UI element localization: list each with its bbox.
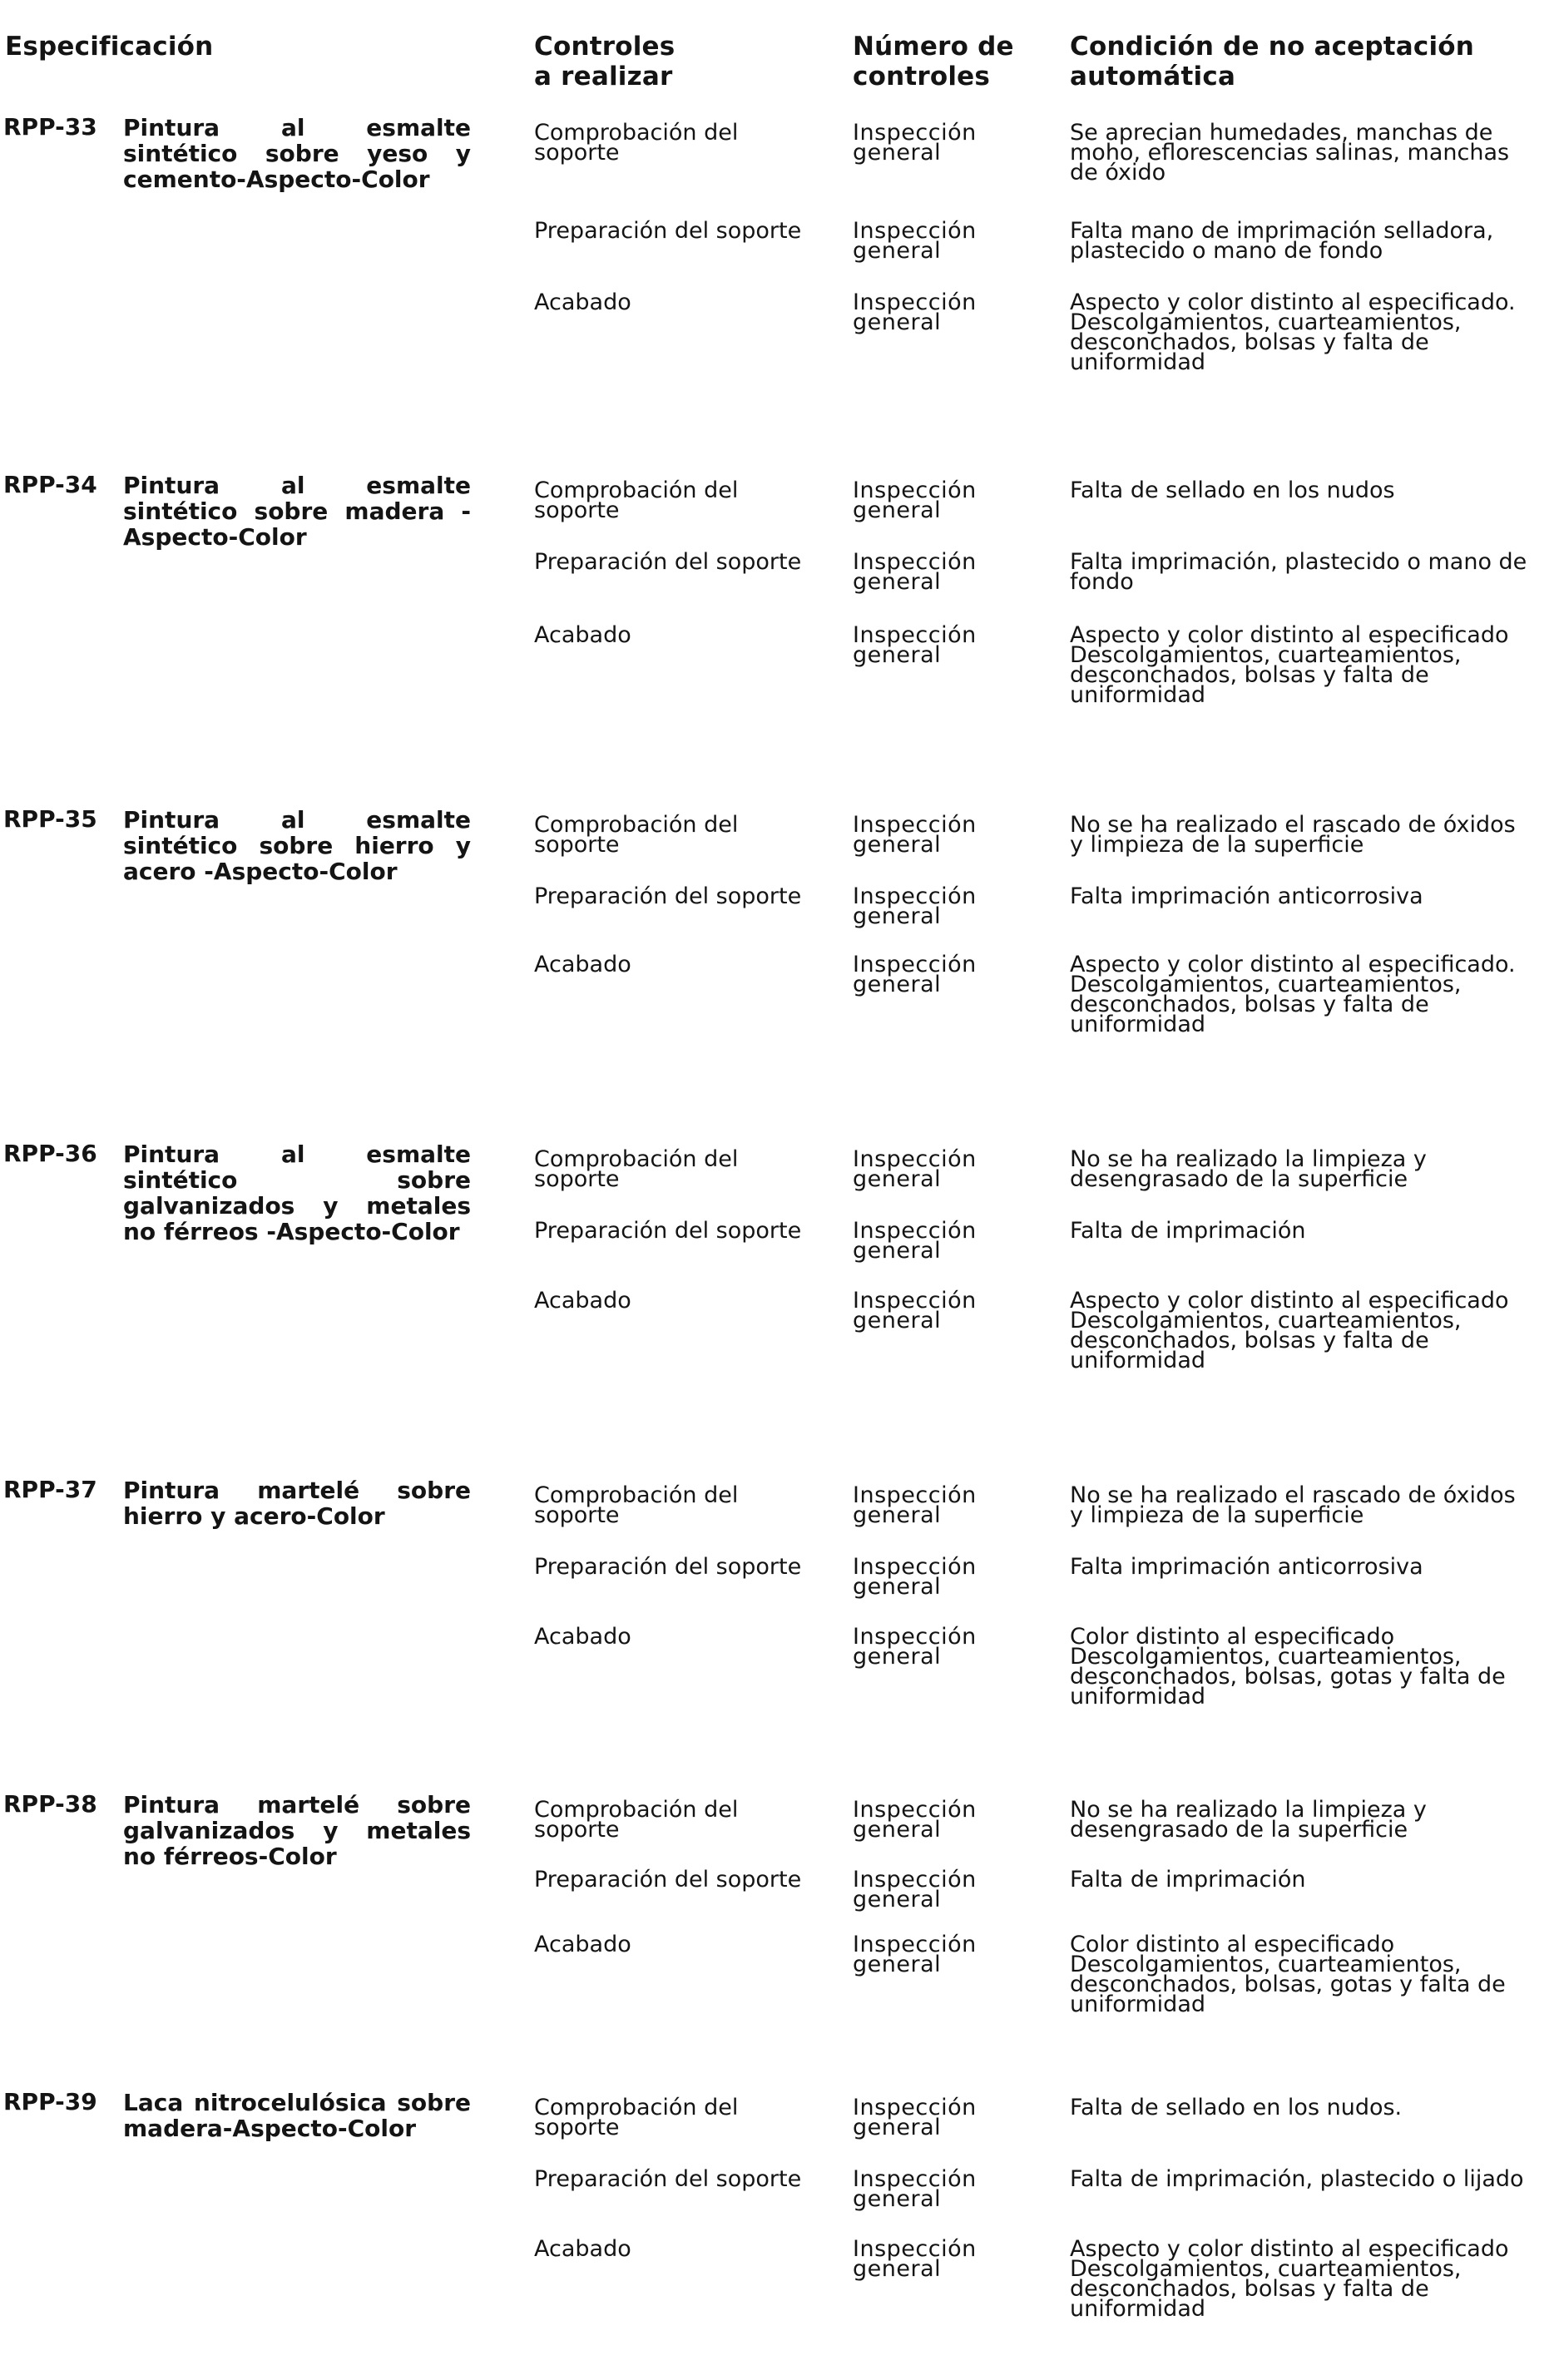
control-number: Inspección general — [853, 622, 977, 668]
control-number: Inspección general — [853, 477, 977, 523]
header-numero-line1: Número de — [853, 32, 1014, 62]
rejection-condition — [1070, 1554, 1536, 1580]
control-number: Inspección general — [853, 2095, 977, 2140]
control-name: Comprobación del soporte — [534, 1797, 739, 1843]
condition-line: Color distinto al especificado — [1070, 1932, 1395, 1957]
header-controles-line2: a realizar — [534, 62, 673, 92]
condition-line: Descolgamientos, cuarteamientos, desconchados, bolsas y falta de uniformidad — [1070, 2256, 1462, 2322]
condition-line: Falta de sellado en los nudos — [1070, 477, 1395, 503]
condition-line: No se ha realizado la limpieza y desengrasado de la superficie — [1070, 1146, 1427, 1192]
condition-line: Aspecto y color distinto al especificado. — [1070, 952, 1516, 977]
control-name: Acabado — [534, 1624, 631, 1650]
control-name: Preparación del soporte — [534, 2166, 802, 2192]
control-name: Preparación del soporte — [534, 549, 802, 575]
condition-line: Descolgamientos, cuarteamientos, desconchados, bolsas, gotas y falta de uniformidad — [1070, 1952, 1506, 2017]
rejection-condition — [1070, 1218, 1536, 1244]
control-number: Inspección general — [853, 952, 977, 997]
control-name: Comprobación del soporte — [534, 120, 739, 166]
header-condicion-line2: automática — [1070, 62, 1236, 92]
condition-line: Aspecto y color distinto al especificado — [1070, 1288, 1509, 1314]
control-number: Inspección general — [853, 120, 977, 166]
rejection-condition — [1070, 1867, 1536, 1893]
spec-title: Pintura martelé sobre hierro y acero-Color — [123, 1477, 471, 1530]
control-name: Acabado — [534, 1932, 631, 1957]
control-name: Comprobación del soporte — [534, 2095, 739, 2140]
spec-code: RPP-36 — [3, 1140, 97, 1167]
spec-title: Pintura martelé sobre galvanizados y metales no férreos-Color — [123, 1791, 471, 1870]
control-number: Inspección general — [853, 218, 977, 264]
control-name: Preparación del soporte — [534, 218, 802, 244]
condition-line: Aspecto y color distinto al especificado. — [1070, 289, 1516, 315]
spec-code: RPP-33 — [3, 113, 97, 141]
spec-code: RPP-38 — [3, 1790, 97, 1818]
control-name: Acabado — [534, 2236, 631, 2262]
control-number: Inspección general — [853, 812, 977, 858]
header-especificacion-text: Especificación — [5, 32, 214, 62]
rejection-condition — [1070, 812, 1536, 858]
control-name: Preparación del soporte — [534, 883, 802, 909]
spec-code: RPP-34 — [3, 471, 97, 498]
header-numero — [853, 32, 1014, 92]
control-name: Preparación del soporte — [534, 1867, 802, 1893]
spec-code: RPP-39 — [3, 2088, 97, 2115]
control-name: Acabado — [534, 289, 631, 315]
header-especificacion — [5, 32, 213, 62]
control-number: Inspección general — [853, 883, 977, 929]
spec-title: Pintura al esmalte sintético sobre yeso y cemento-Aspecto-Color — [123, 114, 471, 193]
control-number: Inspección general — [853, 1797, 977, 1843]
condition-line: Descolgamientos, cuarteamientos, desconchados, bolsas y falta de uniformidad — [1070, 1308, 1462, 1373]
control-number: Inspección general — [853, 1482, 977, 1528]
condition-line: Falta de imprimación, plastecido o lijado — [1070, 2166, 1524, 2192]
rejection-condition — [1070, 549, 1536, 595]
control-name: Preparación del soporte — [534, 1554, 802, 1580]
rejection-condition — [1070, 218, 1536, 264]
spec-title: Pintura al esmalte sintético sobre madera -Aspecto-Color — [123, 472, 471, 551]
header-numero-line2: controles — [853, 62, 991, 92]
condition-line: Falta imprimación anticorrosiva — [1070, 1554, 1423, 1580]
control-name: Preparación del soporte — [534, 1218, 802, 1244]
rejection-condition — [1070, 883, 1536, 909]
condition-line: Descolgamientos, cuarteamientos, desconchados, bolsas y falta de uniformidad — [1070, 642, 1462, 708]
condition-line: No se ha realizado el rascado de óxidos y limpieza de la superficie — [1070, 1482, 1516, 1528]
control-number: Inspección general — [853, 549, 977, 595]
spec-title: Pintura al esmalte sintético sobre hierro y acero -Aspecto-Color — [123, 806, 471, 885]
rejection-condition — [1070, 477, 1536, 503]
condition-line: Falta de sellado en los nudos. — [1070, 2095, 1403, 2120]
condition-line: Color distinto al especificado — [1070, 1624, 1395, 1650]
condition-line: Descolgamientos, cuarteamientos, desconchados, bolsas y falta de uniformidad — [1070, 972, 1462, 1037]
rejection-condition — [1070, 2236, 1536, 2322]
rejection-condition — [1070, 289, 1536, 375]
spec-title: Pintura al esmalte sintético sobre galvanizados y metales no férreos -Aspecto-Color — [123, 1141, 471, 1245]
control-name: Acabado — [534, 952, 631, 977]
condition-line: Falta imprimación, plastecido o mano de fondo — [1070, 549, 1527, 595]
condition-line: Falta mano de imprimación selladora, plastecido o mano de fondo — [1070, 218, 1494, 264]
condition-line: Descolgamientos, cuarteamientos, desconchados, bolsas, gotas y falta de uniformidad — [1070, 1644, 1506, 1710]
rejection-condition — [1070, 1797, 1536, 1843]
condition-line: No se ha realizado la limpieza y desengrasado de la superficie — [1070, 1797, 1427, 1843]
control-number: Inspección general — [853, 1146, 977, 1192]
control-number: Inspección general — [853, 1932, 977, 1977]
rejection-condition — [1070, 2095, 1536, 2120]
rejection-condition — [1070, 952, 1536, 1037]
rejection-condition — [1070, 1482, 1536, 1528]
control-name: Comprobación del soporte — [534, 812, 739, 858]
condition-line: No se ha realizado el rascado de óxidos y limpieza de la superficie — [1070, 812, 1516, 858]
rejection-condition — [1070, 2166, 1536, 2192]
spec-title: Laca nitrocelulósica sobre madera-Aspecto-Color — [123, 2089, 471, 2142]
control-name: Comprobación del soporte — [534, 477, 739, 523]
condition-line: Descolgamientos, cuarteamientos, desconchados, bolsas y falta de uniformidad — [1070, 309, 1462, 375]
condition-line: Se aprecian humedades, manchas de moho, eflorescencias salinas, manchas de óxido — [1070, 120, 1510, 186]
control-number: Inspección general — [853, 1867, 977, 1912]
rejection-condition — [1070, 120, 1536, 186]
header-controles — [534, 32, 675, 92]
spec-code: RPP-35 — [3, 805, 97, 833]
control-name: Acabado — [534, 622, 631, 648]
rejection-condition — [1070, 1288, 1536, 1373]
condition-line: Falta imprimación anticorrosiva — [1070, 883, 1423, 909]
control-number: Inspección general — [853, 1218, 977, 1264]
condition-line: Falta de imprimación — [1070, 1867, 1306, 1893]
header-condicion — [1070, 32, 1474, 92]
control-number: Inspección general — [853, 2166, 977, 2212]
control-number: Inspección general — [853, 1624, 977, 1670]
rejection-condition — [1070, 1146, 1536, 1192]
rejection-condition — [1070, 1932, 1536, 2017]
control-name: Comprobación del soporte — [534, 1146, 739, 1192]
control-number: Inspección general — [853, 2236, 977, 2282]
rejection-condition — [1070, 1624, 1536, 1710]
header-controles-line1: Controles — [534, 32, 676, 62]
header-condicion-line1: Condición de no aceptación — [1070, 32, 1475, 62]
control-name: Comprobación del soporte — [534, 1482, 739, 1528]
condition-line: Falta de imprimación — [1070, 1218, 1306, 1244]
condition-line: Aspecto y color distinto al especificado — [1070, 622, 1509, 648]
condition-line: Aspecto y color distinto al especificado — [1070, 2236, 1509, 2262]
control-number: Inspección general — [853, 1554, 977, 1600]
control-number: Inspección general — [853, 289, 977, 335]
control-number: Inspección general — [853, 1288, 977, 1333]
rejection-condition — [1070, 622, 1536, 708]
spec-code: RPP-37 — [3, 1476, 97, 1503]
control-name: Acabado — [534, 1288, 631, 1314]
